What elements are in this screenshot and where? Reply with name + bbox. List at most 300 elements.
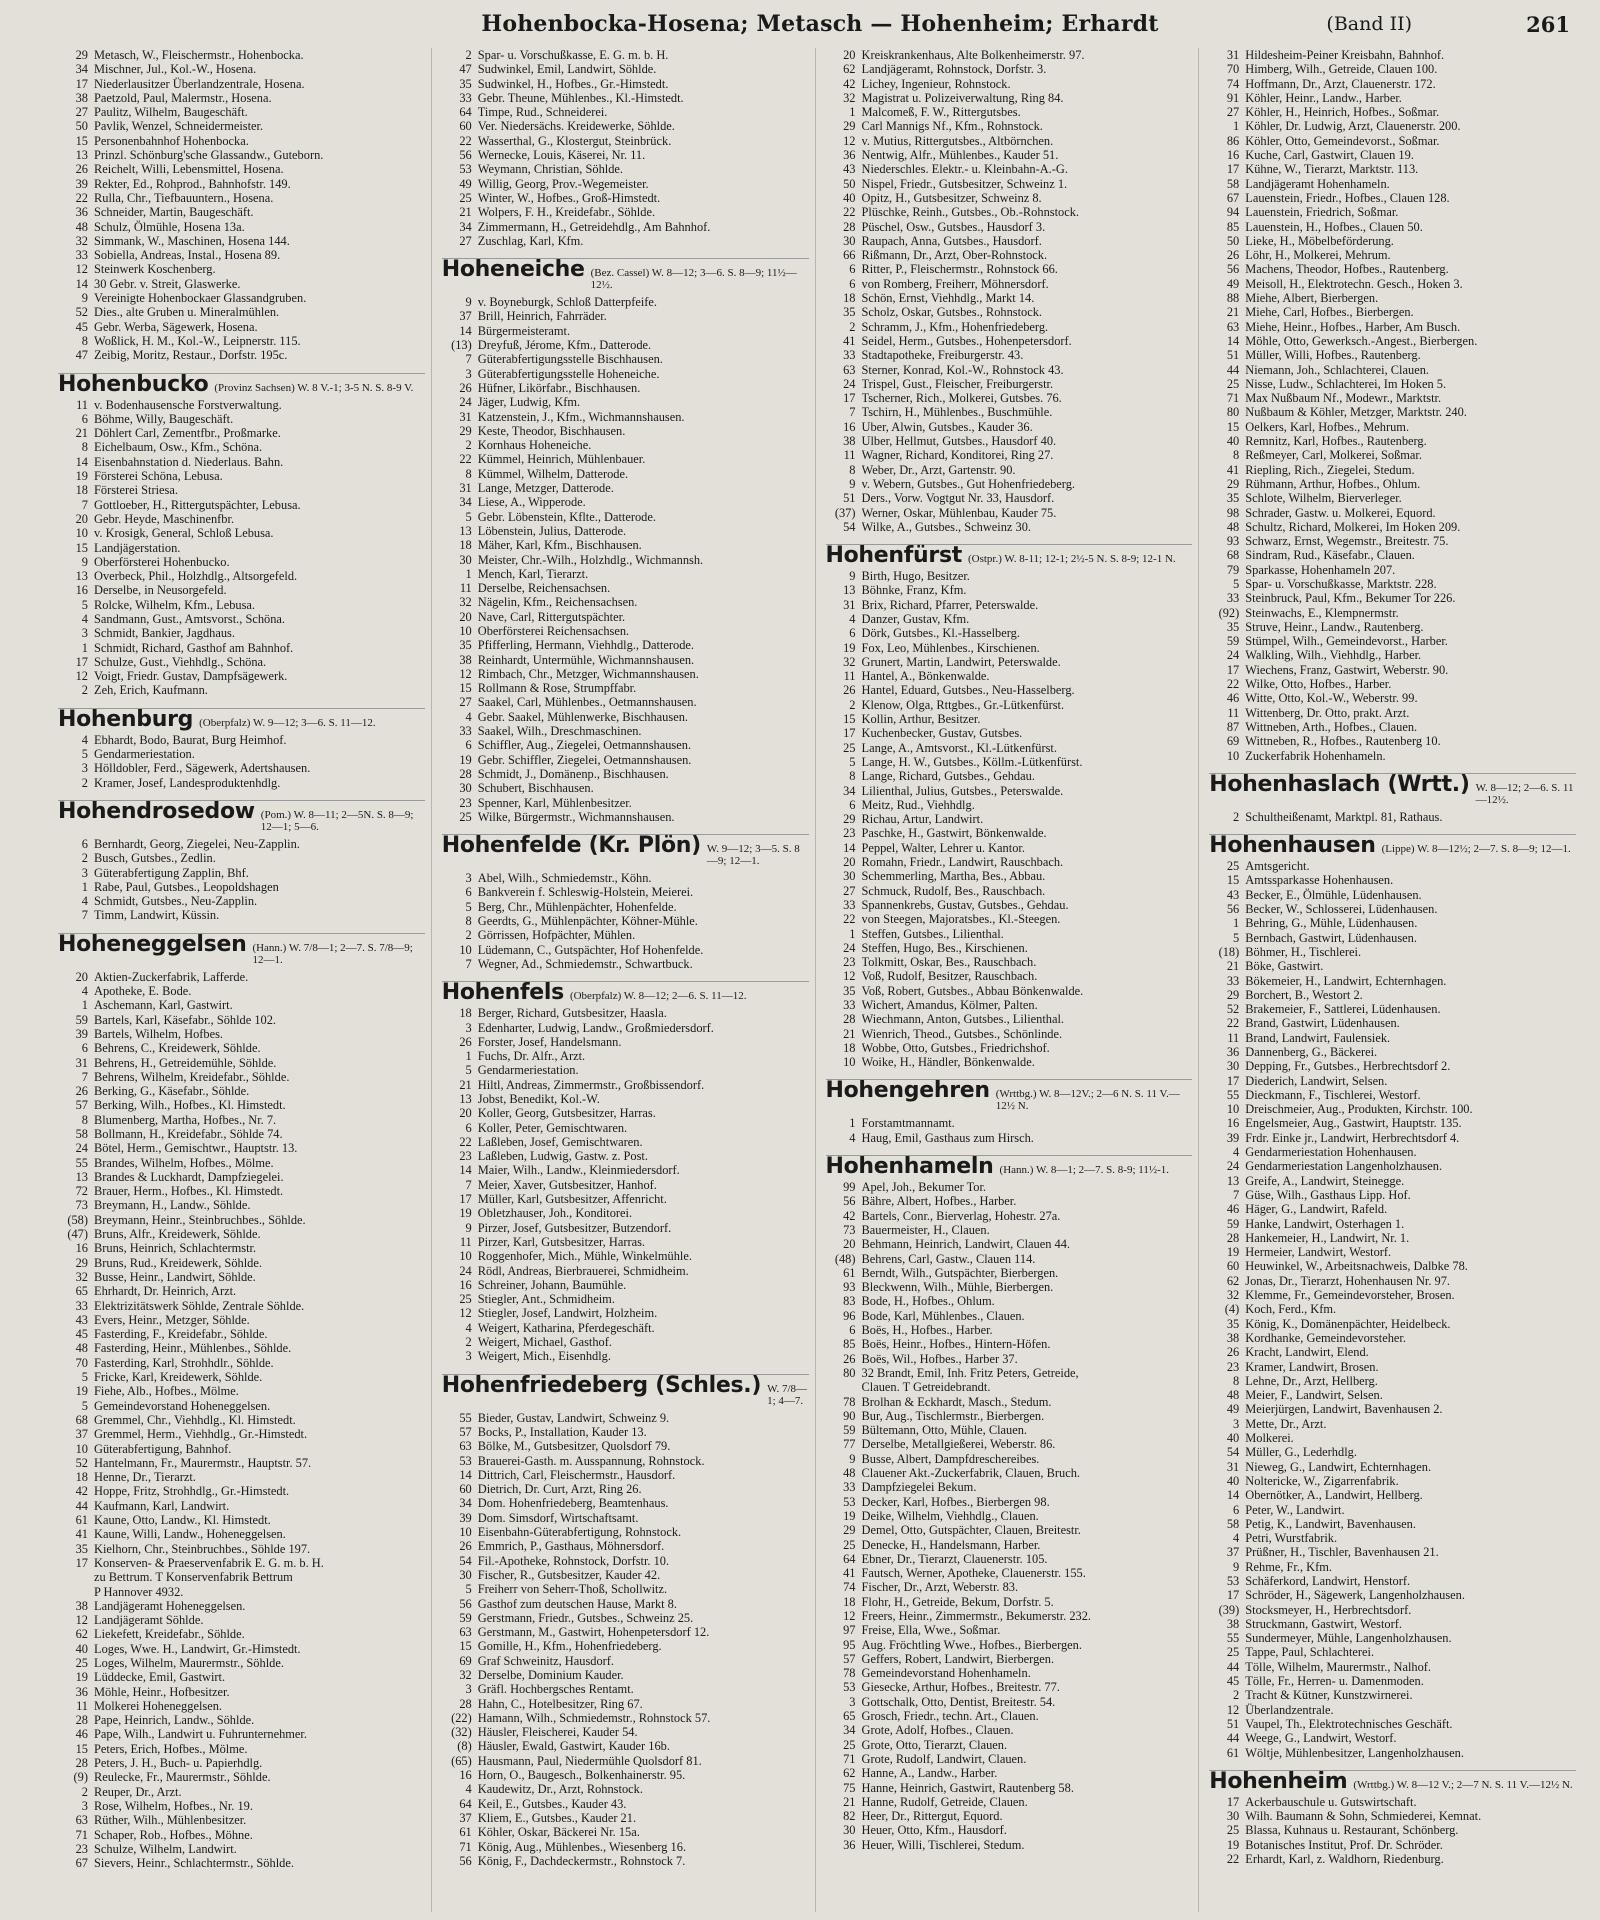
listing-entry (442, 1697, 809, 1711)
listing-text: Gremmel, Herm., Viehhdlg., Gr.-Himstedt. (94, 1427, 308, 1442)
phone-number: (18) (1218, 944, 1240, 959)
listing-text: Berger, Richard, Gutsbesitzer, Haasla. (477, 1006, 667, 1021)
listing-text: Bähre, Albert, Hofbes., Harber. (861, 1194, 1017, 1209)
listing-text: Fiehe, Alb., Hofbes., Mölme. (94, 1384, 239, 1399)
phone-number: (39) (1218, 1602, 1240, 1617)
listing-text: Steffen, Gutsbes., Lilienthal. (861, 926, 1004, 941)
listing-text: Grote, Rudolf, Landwirt, Clauen. (861, 1751, 1027, 1766)
phone-number: 50 (1226, 233, 1240, 248)
listing-text: Derselbe, Dominium Kauder. (477, 1667, 624, 1682)
listing-entry (826, 1552, 1193, 1566)
listing-entry (58, 1585, 425, 1599)
listing-entry (826, 1809, 1193, 1823)
listing-entry (1209, 234, 1576, 248)
listing-text: Hoffmann, Dr., Arzt, Clauenerstr. 172. (1245, 76, 1436, 91)
listing-text: Gendarmeriestation. (477, 1063, 579, 1078)
phone-number: 93 (1226, 534, 1240, 549)
listing-entry (826, 320, 1193, 334)
phone-number: 28 (843, 219, 856, 234)
listing-entry (58, 583, 425, 597)
listing-entry (826, 912, 1193, 926)
listing-text: Magistrat u. Polizeiverwaltung, Ring 84. (861, 90, 1064, 105)
listing-text: Brauer, Herm., Hofbes., Kl. Himstedt. (94, 1184, 284, 1199)
listing-entry (1209, 1517, 1576, 1531)
listing-entry (1209, 248, 1576, 262)
listing-entry (58, 1370, 425, 1384)
listing-entry (1209, 320, 1576, 334)
listing-text: Voß, Robert, Gutsbes., Abbau Bönkenwalde. (861, 983, 1084, 998)
listing-entry (826, 1781, 1193, 1795)
listing-text: Ders., Vorw. Vogtgut Nr. 33, Hausdorf. (861, 491, 1055, 506)
listing-text: Gräfl. Hochbergsches Rentamt. (477, 1682, 634, 1697)
listing-text: Ackerbauschule u. Gutswirtschaft. (1245, 1794, 1417, 1809)
listing-text: Schmidt, Gutsbes., Neu-Zapplin. (94, 894, 258, 909)
listing-text: Tolkmitt, Oskar, Bes., Rauschbach. (861, 955, 1037, 970)
listing-text: Güterabfertigung Zapplin, Bhf. (94, 865, 249, 880)
listing-entry (1209, 119, 1576, 133)
listing-entry (826, 969, 1193, 983)
listing-text: König, F., Dachdeckermstr., Rohnstock 7. (477, 1853, 686, 1868)
phone-number: 29 (1226, 987, 1240, 1002)
listing-text: Pape, Wilh., Landwirt u. Fuhrunternehmer. (94, 1727, 307, 1742)
listing-text: Witte, Otto, Kol.-W., Weberstr. 99. (1245, 691, 1418, 706)
phone-number: 82 (843, 1809, 856, 1824)
phone-number: 62 (843, 62, 856, 77)
listing-entry (58, 1227, 425, 1241)
listing-text: Löhr, H., Molkerei, Mehrum. (1245, 248, 1391, 263)
listing-text: Hausmann, Paul, Niedermühle Quolsdorf 81. (477, 1753, 702, 1768)
listing-entry (442, 424, 809, 438)
phone-number: 10 (459, 623, 472, 638)
listing-text: Böhme, Willy, Baugeschäft. (94, 411, 234, 426)
listing-entry (442, 77, 809, 91)
listing-text: Mench, Karl, Tierarzt. (477, 566, 589, 581)
phone-number: 34 (459, 495, 472, 510)
phone-number: (32) (451, 1725, 472, 1740)
listing-text: Kümmel, Wilhelm, Datterode. (477, 466, 629, 481)
phone-number: 9 (81, 291, 88, 306)
listing-entry (1209, 1031, 1576, 1045)
listing-text: Becker, W., Schlosserei, Lüdenhausen. (1245, 902, 1438, 917)
listing-entry (58, 277, 425, 291)
listing-text: Hermeier, Landwirt, Westorf. (1245, 1245, 1392, 1260)
listing-entry (442, 595, 809, 609)
listing-entry (442, 1754, 809, 1768)
listing-text: Brauerei-Gasth. m. Ausspannung, Rohnstock. (477, 1453, 705, 1468)
phone-number: 39 (459, 1510, 472, 1525)
listing-text: Gebr. Werba, Sägewerk, Hosena. (94, 319, 258, 334)
phone-number: 75 (843, 1780, 856, 1795)
listing-entry (58, 148, 425, 162)
listing-text: Kracht, Landwirt, Elend. (1245, 1345, 1369, 1360)
phone-number: 32 (75, 1269, 88, 1284)
listing-text: Gendarmeriestation. (94, 747, 195, 762)
phone-number: 3 (465, 871, 472, 886)
phone-number: 38 (1226, 1330, 1240, 1345)
listing-entry (442, 338, 809, 352)
listing-text: Schröder, H., Sägewerk, Langenholzhausen. (1245, 1588, 1465, 1603)
phone-number: 3 (81, 761, 88, 776)
listing-text: Lüddecke, Emil, Gastwirt. (94, 1670, 226, 1685)
phone-number: 32 (843, 90, 856, 105)
place-heading (825, 543, 1193, 569)
listing-text: Voß, Rudolf, Besitzer, Rauschbach. (861, 969, 1038, 984)
place-name: Hohenburg (58, 706, 194, 732)
listing-text: Aktien-Zuckerfabrik, Lafferde. (94, 969, 249, 984)
phone-number: 12 (75, 669, 88, 684)
phone-number: 94 (1226, 205, 1240, 220)
listing-entry (1209, 945, 1576, 959)
listing-text: Obletzhauser, Joh., Konditorei. (477, 1206, 633, 1221)
listing-text: Lauenstein, Friedr., Hofbes., Clauen 128. (1245, 190, 1450, 205)
listing-entry (58, 1799, 425, 1813)
place-name: Hohenhaslach (Wrtt.) (1209, 771, 1470, 797)
phone-number: 42 (843, 1208, 856, 1223)
phone-number: 36 (75, 205, 88, 220)
phone-number: 30 (459, 1567, 472, 1582)
listing-text: Kollin, Arthur, Besitzer. (861, 712, 981, 727)
phone-number: 62 (75, 1627, 88, 1642)
listing-text: Ebner, Dr., Tierarzt, Clauenerstr. 105. (861, 1551, 1048, 1566)
listing-text: Hahn, C., Hotelbesitzer, Ring 67. (477, 1696, 643, 1711)
phone-number: 69 (459, 1653, 472, 1668)
phone-number: 93 (843, 1280, 856, 1295)
place-hours: (Ostpr.) W. 8-11; 12-1; 2½-5 N. S. 8-9; 12-1 N. (967, 553, 1176, 566)
phone-number: 56 (843, 1194, 856, 1209)
listing-text: Geerdts, G., Mühlenpächter, Köhner-Mühle. (477, 914, 698, 929)
listing-entry (442, 1135, 809, 1149)
listing-entry (442, 177, 809, 191)
phone-number: 53 (459, 162, 472, 177)
listing-text: Zeibig, Moritz, Restaur., Dorfstr. 195c. (94, 348, 288, 363)
listing-entry (442, 410, 809, 424)
phone-number: 35 (843, 305, 856, 320)
listing-text: König, Aug., Mühlenbes., Wiesenberg 16. (477, 1839, 687, 1854)
phone-number: 23 (459, 1149, 472, 1164)
phone-number: 48 (75, 1341, 88, 1356)
listing-text: Lange, Richard, Gutsbes., Gehdau. (861, 769, 1035, 784)
phone-number: 1 (1233, 916, 1240, 931)
listing-entry (442, 1454, 809, 1468)
listing-text: Bruns, Heinrich, Schlachtermstr. (94, 1241, 257, 1256)
listing-text: Struve, Heinr., Landw., Rautenberg. (1245, 619, 1424, 634)
phone-number: 11 (459, 1234, 472, 1249)
place-hours: (Pom.) W. 8—11; 2—5N. S. 8—9; 12—1; 5—6. (260, 808, 414, 833)
listing-entry (442, 1235, 809, 1249)
phone-number: 26 (459, 1539, 472, 1554)
listing-entry (826, 291, 1193, 305)
phone-number: (65) (451, 1753, 472, 1768)
listing-text: Paulitz, Wilhelm, Baugeschäft. (94, 105, 248, 120)
listing-text: Schmuck, Rudolf, Bes., Rauschbach. (861, 883, 1046, 898)
phone-number: 8 (81, 333, 88, 348)
listing-text: Spar- u. Vorschußkasse, E. G. m. b. H. (477, 48, 669, 62)
phone-number: 53 (459, 1453, 472, 1468)
listing-text: Gendarmeriestation Langenholzhausen. (1245, 1159, 1443, 1174)
listing-entry (442, 1321, 809, 1335)
listing-text: Wiechmann, Anton, Gutsbes., Lilienthal. (861, 1012, 1065, 1027)
phone-number: 70 (75, 1355, 88, 1370)
listing-entry (1209, 506, 1576, 520)
listing-text: Spar- u. Vorschußkasse, Marktstr. 228. (1245, 576, 1437, 591)
listing-text: Rolcke, Wilhelm, Kfm., Lebusa. (94, 597, 256, 612)
phone-number: 44 (75, 1498, 88, 1513)
phone-number: 14 (459, 1163, 472, 1178)
listing-text: Gottschalk, Otto, Dentist, Breitestr. 54. (861, 1694, 1056, 1709)
listing-entry (1209, 91, 1576, 105)
listing-text: Ebhardt, Bodo, Baurat, Burg Heimhof. (94, 732, 287, 747)
phone-number: 37 (459, 309, 472, 324)
listing-entry (826, 1294, 1193, 1308)
listing-entry (58, 1184, 425, 1198)
phone-number: 30 (1226, 1809, 1240, 1824)
listing-text: Häusler, Ewald, Gastwirt, Kauder 16b. (477, 1739, 670, 1754)
listing-entry (1209, 434, 1576, 448)
phone-number: 35 (1226, 1316, 1240, 1331)
listing-text: Sindram, Rud., Käsefabr., Clauen. (1245, 548, 1415, 563)
listing-text: Bollmann, H., Kreidefabr., Söhlde 74. (94, 1127, 283, 1141)
listing-entry (1209, 1703, 1576, 1717)
listing-entry (442, 681, 809, 695)
listing-entry (442, 1006, 809, 1020)
listing-text: Kliem, E., Gutsbes., Kauder 21. (477, 1810, 637, 1825)
listing-entry (58, 1699, 425, 1713)
listing-text: Malcomeß, F. W., Rittergutsbes. (861, 105, 1021, 120)
listing-entry (58, 526, 425, 540)
listing-entry (1209, 48, 1576, 62)
listing-text: Freise, Ella, Wwe., Soßmar. (861, 1623, 1001, 1638)
phone-number: 50 (843, 176, 856, 191)
listing-entry (58, 1070, 425, 1084)
listing-entry (58, 1141, 425, 1155)
listing-entry (826, 434, 1193, 448)
phone-number: 17 (75, 654, 88, 669)
phone-number: 90 (843, 1408, 856, 1423)
listing-text: Woßlick, H. M., Kol.-W., Leipnerstr. 115. (94, 333, 301, 348)
listing-text: Gebr. Schiffler, Ziegelei, Oetmannshausen. (477, 752, 692, 767)
listing-entry (442, 1221, 809, 1235)
listing-text: Demel, Otto, Gutspächter, Clauen, Breitestr. (861, 1523, 1081, 1538)
listing-entry (58, 455, 425, 469)
listing-text: Kordhanke, Gemeindevorsteher. (1245, 1330, 1406, 1345)
listing-entry (58, 1056, 425, 1070)
listing-entry (1209, 648, 1576, 662)
phone-number: 12 (843, 133, 856, 148)
listing-text: Petig, K., Landwirt, Bavenhausen. (1245, 1516, 1416, 1531)
listing-text: Sobiella, Andreas, Instal., Hosena 89. (94, 248, 281, 263)
phone-number: 8 (1233, 1373, 1240, 1388)
phone-number: 62 (1226, 1273, 1240, 1288)
listing-text: Niederschles. Elektr.- u. Kleinbahn-A.-G. (861, 162, 1068, 177)
listing-entry (826, 641, 1193, 655)
listing-entry (1209, 1746, 1576, 1760)
phone-number: 45 (75, 319, 88, 334)
phone-number: 22 (459, 133, 472, 148)
listing-entry (1209, 1823, 1576, 1837)
listing-entry (1209, 691, 1576, 705)
listing-text: Elektrizitätswerk Söhlde, Zentrale Söhlde. (94, 1298, 305, 1313)
listing-text: Spenner, Karl, Mühlenbesitzer. (477, 795, 632, 810)
phone-number: 38 (75, 1598, 88, 1613)
running-header (58, 0, 1582, 48)
listing-text: Katzenstein, J., Kfm., Wichmannshausen. (477, 409, 685, 424)
phone-number: 33 (843, 897, 856, 912)
phone-number: 11 (1227, 1030, 1240, 1045)
listing-entry (442, 724, 809, 738)
listing-text: Schubert, Bischhausen. (477, 781, 594, 796)
phone-number: 2 (465, 48, 472, 62)
listing-text: Behrens, Wilhelm, Kreidefabr., Söhlde. (94, 1069, 290, 1084)
listing-text: Dannenberg, G., Bäckerei. (1245, 1045, 1378, 1059)
listing-text: Meier, F., Landwirt, Selsen. (1245, 1388, 1383, 1403)
phone-number: 12 (75, 1613, 88, 1628)
phone-number: 31 (1226, 1459, 1240, 1474)
listing-entry (442, 695, 809, 709)
listing-text: Wasserthal, G., Klostergut, Steinbrück. (477, 133, 672, 148)
place-heading (58, 933, 425, 966)
phone-number: 45 (75, 1327, 88, 1342)
listing-entry (826, 220, 1193, 234)
phone-number: 5 (465, 1063, 472, 1078)
listing-text: Metasch, W., Fleischermstr., Hohenbocka. (94, 48, 304, 62)
phone-number: 12 (843, 1608, 856, 1623)
phone-number: 23 (1226, 1359, 1240, 1374)
listing-entry (58, 541, 425, 555)
listing-entry (442, 524, 809, 538)
listing-text: Peppel, Walter, Lehrer u. Kantor. (861, 840, 1025, 855)
phone-number: 35 (1226, 491, 1240, 506)
listing-entry (1209, 1202, 1576, 1216)
listing-entry (826, 463, 1193, 477)
phone-number: 21 (1226, 959, 1240, 974)
listing-text: Heuer, Otto, Kfm., Hausdorf. (861, 1823, 1007, 1838)
listing-entry (1209, 1102, 1576, 1116)
phone-number: 20 (459, 1106, 472, 1121)
listing-text: Bieder, Gustav, Landwirt, Schweinz 9. (477, 1410, 670, 1425)
listing-entry (826, 1337, 1193, 1351)
listing-entry (826, 262, 1193, 276)
listing-text: Pirzer, Karl, Gutsbesitzer, Harras. (477, 1234, 645, 1249)
listing-entry (826, 77, 1193, 91)
listing-text: P Hannover 4932. (94, 1584, 184, 1599)
listing-entry (826, 1180, 1193, 1194)
listing-entry (826, 148, 1193, 162)
phone-number: 12 (843, 969, 856, 984)
phone-number: 19 (459, 752, 472, 767)
phone-number: 49 (1226, 276, 1240, 291)
listing-entry (1209, 448, 1576, 462)
listing-text: Derselbe, Reichensachsen. (477, 581, 611, 596)
phone-number: 24 (843, 376, 856, 391)
listing-text: Boës, Heinr., Hofbes., Hintern-Höfen. (861, 1337, 1051, 1352)
phone-number: 38 (459, 652, 472, 667)
listing-text: Kaudewitz, Dr., Arzt, Rohnstock. (477, 1782, 643, 1797)
phone-number: 41 (1226, 462, 1240, 477)
phone-number: 39 (1226, 1130, 1240, 1145)
listing-text: Dreischmeier, Aug., Produkten, Kirchstr. 100. (1245, 1102, 1473, 1117)
listing-text: Bökemeier, H., Landwirt, Echternhagen. (1245, 973, 1447, 988)
listing-entry (826, 841, 1193, 855)
listing-entry (1209, 1503, 1576, 1517)
listing-text: Gemeindevorstand Hoheneggelsen. (94, 1398, 271, 1413)
listing-text: zu Bettrum. T Konservenfabrik Bettrum (94, 1570, 293, 1585)
listing-entry (58, 498, 425, 512)
listing-entry (826, 698, 1193, 712)
listing-entry (1209, 888, 1576, 902)
listing-entry (1209, 591, 1576, 605)
listing-entry (442, 1739, 809, 1753)
listing-entry (58, 1570, 425, 1584)
listing-entry (1209, 391, 1576, 405)
listing-entry (58, 1627, 425, 1641)
listing-entry (58, 1727, 425, 1741)
listing-text: Gottloeber, H., Rittergutspächter, Lebusa. (94, 497, 301, 512)
listing-entry (826, 248, 1193, 262)
listing-text: Dieckmann, F., Tischlerei, Westorf. (1245, 1087, 1421, 1102)
phone-number: 33 (459, 724, 472, 739)
listing-entry (58, 512, 425, 526)
listing-entry (1209, 1388, 1576, 1402)
phone-number: 54 (1226, 1445, 1240, 1460)
phone-number: 28 (459, 766, 472, 781)
listing-entry (826, 520, 1193, 534)
listing-entry (442, 653, 809, 667)
listing-entry (442, 1682, 809, 1696)
listing-entry (442, 1625, 809, 1639)
phone-number: 28 (1226, 1230, 1240, 1245)
listing-entry (1209, 663, 1576, 677)
phone-number: 11 (843, 669, 856, 684)
listing-text: Schramm, J., Kfm., Hohenfriedeberg. (861, 319, 1049, 334)
listing-text: Landjägeramt Hoheneggelsen. (94, 1598, 246, 1613)
phone-number: 11 (459, 581, 472, 596)
listing-text: Frdr. Einke jr., Landwirt, Herbrechtsdorf 4. (1245, 1130, 1460, 1145)
place-heading (58, 371, 425, 397)
phone-number: 4 (465, 1320, 472, 1335)
listing-entry (58, 1198, 425, 1212)
listing-entry (826, 1680, 1193, 1694)
listing-entry (826, 1055, 1193, 1069)
phone-number: 5 (81, 1370, 88, 1385)
phone-number: 4 (81, 732, 88, 747)
phone-number: 1 (81, 998, 88, 1013)
phone-number: 17 (1226, 162, 1240, 177)
listing-entry (826, 491, 1193, 505)
listing-text: Klemme, Fr., Gemeindevorsteher, Brosen. (1245, 1288, 1455, 1303)
listing-text: Rühmann, Arthur, Hofbes., Ohlum. (1245, 476, 1421, 491)
listing-entry (826, 1595, 1193, 1609)
listing-text: Bode, Karl, Mühlenbes., Clauen. (861, 1308, 1025, 1323)
listing-text: Niederlausitzer Überlandzentrale, Hosena. (94, 76, 305, 91)
listing-text: Tölle, Fr., Herren- u. Damenmoden. (1245, 1674, 1424, 1689)
listing-entry (58, 1341, 425, 1355)
listing-entry (1209, 1588, 1576, 1602)
listing-text: Dreyfuß, Jérome, Kfm., Datterode. (477, 338, 652, 353)
phone-number: 17 (843, 726, 856, 741)
phone-number: 12 (459, 666, 472, 681)
phone-number: 13 (75, 569, 88, 584)
listing-text: Miehe, Heinr., Hofbes., Harber, Am Busch. (1245, 319, 1461, 334)
listing-text: Busch, Gutsbes., Zedlin. (94, 851, 216, 866)
listing-entry (58, 1785, 425, 1799)
listing-text: von Steegen, Majoratsbes., Kl.-Steegen. (861, 912, 1061, 927)
column-2 (442, 48, 816, 1912)
listing-text: Böhmer, H., Tischlerei. (1245, 944, 1362, 959)
listing-text: Graf Schweinitz, Hausdorf. (477, 1653, 615, 1668)
listing-text: Liese, A., Wipperode. (477, 495, 586, 510)
phone-number: 23 (75, 1841, 88, 1856)
listing-entry (58, 1213, 425, 1227)
